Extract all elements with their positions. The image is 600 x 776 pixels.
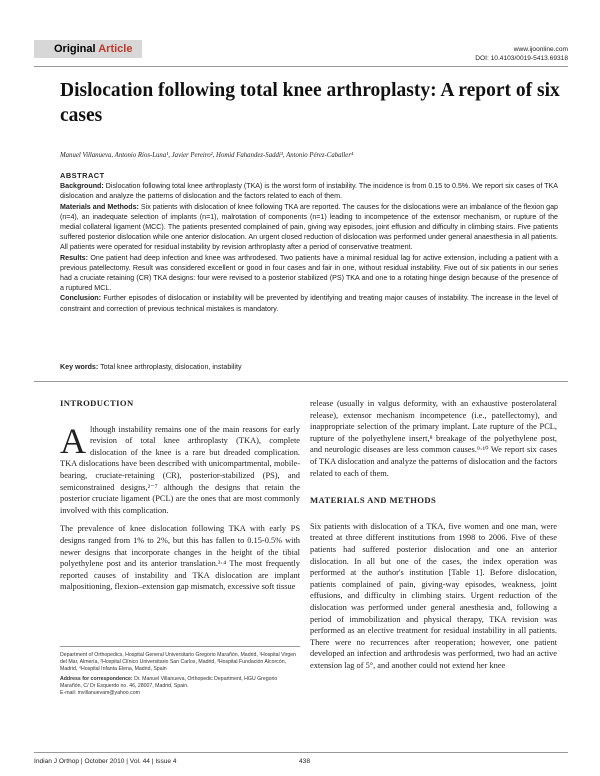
intro-paragraph-2: The prevalence of knee dislocation following TKA with early PS designs ranged from 1% to 2%, but this has fallen to 0.15-0.5% with newer designs that incorporate changes in the height of the tibial polyethylene post and its anterior translation.³·⁴ The most frequently reported causes of instability and TKA dislocation are implant malpositioning, flexion–extension gap mismatch, excessive soft tissue (60, 524, 300, 592)
email[interactable]: E-mail: mvillanuevam@yahoo.com (60, 690, 140, 696)
header-rule (34, 66, 568, 67)
badge-word: Original (54, 43, 96, 55)
footnote-rule (60, 646, 300, 647)
article-type-badge (34, 40, 142, 58)
right-column (310, 398, 557, 678)
left-column (60, 398, 300, 600)
article-title: Dislocation following total knee arthroplasty: A report of six cases (60, 80, 560, 126)
journal-info (475, 45, 568, 63)
abstract-conclusion: Conclusion: Further episodes of dislocation or instability will be prevented by identifying and treating major causes of instability. The increase in the level of constraint and correction of previous technical mistakes is mandatory. (60, 294, 558, 313)
affiliations: Department of Orthopedics, Hospital General Universitario Gregorio Marañón, Madrid, ¹Hospital Virgen del Mar, Almería, ²Hospital Clínico Universitario San Carlos, Madrid, ³Hospital Fundación Alcorcón, Madrid, ⁴Hospital Infanta Elena, Madrid, Spain (60, 652, 297, 672)
abstract-background: Background: Dislocation following total knee arthroplasty (TKA) is the worst form of instability. The incidence is from 0.15 to 0.5%. We report six cases of TKA dislocation and analyze the patterns of dislocation and the factors related to each of them. (60, 182, 558, 201)
intro-paragraph-1: Although instability remains one of the main reasons for early revision of total knee arthroplasty (TKA), complete dislocation of the knee is a rare but dreaded complication. TKA dislocations have been described with unicompartmental, mobile-bearing, cruciate-retaining (CR), posterior-stabilized (PS), and semiconstrained designs,²⁻⁷ although the designs that retain the posterior cruciate ligament (PCL) are the ones that are most commonly involved with this complication. (60, 420, 300, 515)
keywords: Key words: Total knee arthroplasty, dislocation, instability (60, 363, 242, 371)
introduction-heading: INTRODUCTION (60, 398, 134, 408)
doi[interactable]: DOI: 10.4103/0019-5413.69318 (475, 55, 568, 62)
methods-heading: MATERIALS AND METHODS (310, 495, 437, 506)
badge-accent-word: Article (98, 43, 133, 55)
authors: Manuel Villanueva, Antonio Ríos-Luna¹, Javier Pereiro², Homid Fahandez-Saddi³, Antonio Pérez-Caballer⁴ (60, 152, 354, 159)
abstract-methods: Materials and Methods: Six patients with dislocation of knee following TKA are reported. The causes for the dislocations were an imbalance of the flexion gap (n=4), an inadequate selection of implants (n=1), malrotation of components (n=1) leading to incompetence of the extensor mechanism, or rupture of the medial collateral ligament (MCC). The patients presented complained of pain, giving way episodes, joint effusion and difficulty in climbing stairs. Five patients suffered posterior dislocation while one anterior dislocation. An urgent closed reduction of dislocation was performed under general anaesthesia in all patients. All patients were operated for residual instability by revision arthroplasty after a period of conservative treatment. (60, 202, 558, 252)
page-number: 438 (299, 758, 311, 765)
footnote (60, 652, 300, 697)
abstract-rule (34, 381, 568, 382)
drop-cap: A (60, 420, 86, 461)
abstract-heading: ABSTRACT (60, 171, 105, 180)
correspondence: Address for correspondence: Dr. Manuel Villanueva, Orthopedic Department, HGU Gregorio Marañón, C/ Dr Esquerdo no. 46, 28007, Madrid, Spain. (60, 676, 278, 689)
methods-paragraph-1: Six patients with dislocation of a TKA, five women and one man, were treated at three different institutions from 1998 to 2006. Five of these patients had suffered posterior dislocation and one an anterior dislocation. In all but one of the cases, the index operation was performed at the author's institution [Table 1]. Before dislocation, patients complained of pain, giving-way episodes, weakness, joint effusions, and difficulty in climbing stairs. Urgent reduction of the dislocation was performed under general anesthesia and, following a period of immobilization and physical therapy, TKA revision was performed as an elective treatment for residual instability in all patients. There were no recurrences after reoperation; however, one patient developed an infection and arthrodesis was performed, two had an active extension lag of 5°, and another could not extend her knee (310, 521, 557, 670)
intro-paragraph-3: release (usually in valgus deformity, with an exhaustive posterolateral release), extensor mechanism incompetence (i.e., patellectomy), and inappropriate selection of the primary implant. Late rupture of the PCL, rupture of the polyethylene insert,⁸ breakage of the polyethylene post, and neurologic diseases are less common causes.⁹·¹⁰ We report six cases of TKA dislocation and analyze the patterns of dislocation and the factors related to each of them. (310, 399, 557, 478)
abstract (60, 171, 558, 314)
footer-rule (34, 752, 568, 753)
website-link[interactable]: www.ijoonline.com (513, 46, 568, 53)
abstract-results: Results: One patient had deep infection and knee was arthrodesed. Two patients have a minimal residual lag for active extension, including a patient with a previous patellectomy. Result was considered excellent or good in four cases and fair in one, without residual instability. Five out of six patients in our series had a cruciate retaining (CR) TKA designs: four were revised to a posterior stabilized (PS) TKA and one to a rotating hinge design because of the presence of a ruptured MCL. (60, 253, 558, 293)
journal-citation: Indian J Orthop | October 2010 | Vol. 44 | Issue 4 (34, 758, 177, 765)
